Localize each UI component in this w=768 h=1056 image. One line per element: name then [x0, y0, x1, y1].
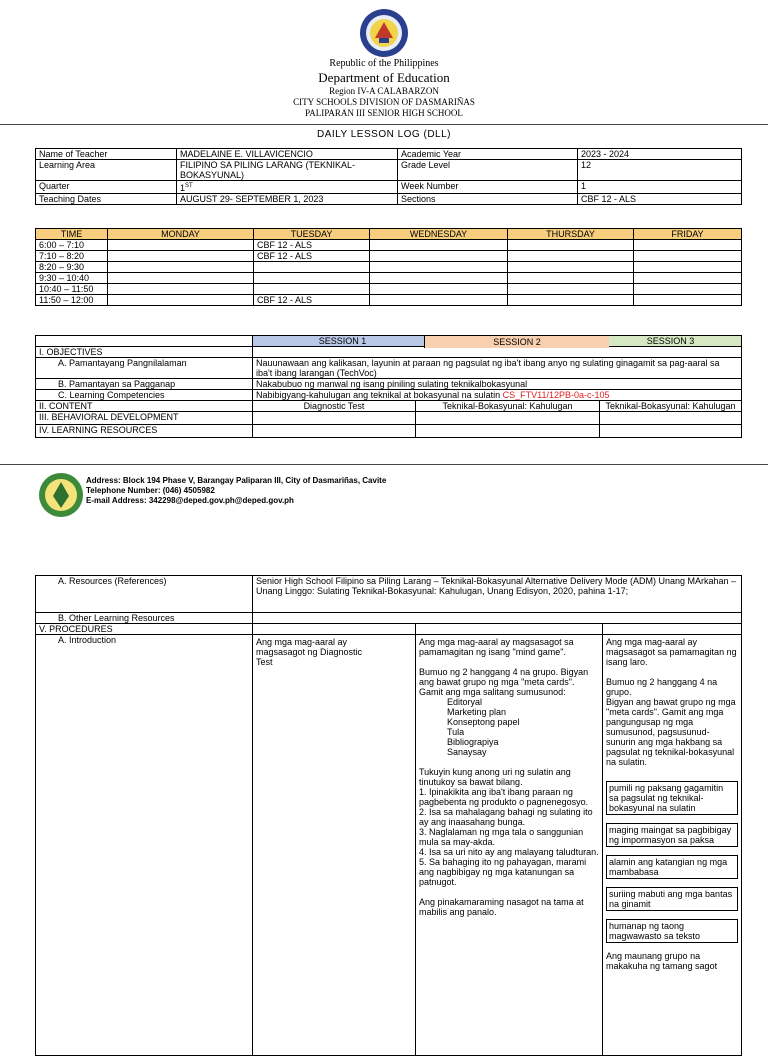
schedule-cell	[370, 240, 508, 251]
objective-text: Nauunawaan ang kalikasan, layunin at paraan ng pagsulat ng iba't ibang anyo ng sulating ginagamit sa pag-aaral sa iba't ibang larangan (TechVoc)	[253, 358, 742, 379]
intro-3-para: Ang mga mag-aaral ay magsasagot sa pamamagitan ng isang laro.	[606, 637, 737, 667]
blank-cell	[253, 347, 742, 358]
schedule-cell	[370, 273, 508, 284]
schedule-cell	[370, 251, 508, 262]
info-label: Sections	[398, 194, 578, 205]
schedule-cell	[370, 284, 508, 295]
schedule-table	[35, 228, 742, 306]
objective-label: C. Learning Competencies	[36, 390, 253, 401]
schedule-row	[36, 240, 742, 251]
resources-heading: IV. LEARNING RESOURCES	[36, 425, 253, 438]
schedule-cell	[634, 251, 742, 262]
schedule-cell	[108, 273, 254, 284]
introduction-label: A. Introduction	[36, 635, 253, 1056]
teacher-info-table	[35, 148, 742, 205]
schedule-row	[36, 295, 742, 306]
school-logo	[38, 472, 84, 518]
objective-label: B. Pamantayan sa Pagganap	[36, 379, 253, 390]
schedule-cell	[508, 284, 634, 295]
intro-3-para: Bumuo ng 2 hanggang 4 na grupo.	[606, 677, 718, 697]
introduction-session-3	[603, 635, 742, 1056]
region-text: Region IV-A CALABARZON	[329, 86, 439, 96]
blank-cell	[253, 412, 416, 425]
word-list-item: Marketing plan	[447, 707, 507, 717]
content-heading: II. CONTENT	[36, 401, 253, 412]
quarter-value: 1	[180, 183, 186, 193]
meta-card: alamin ang katangian ng mga mambabasa	[606, 855, 738, 879]
session-2-header	[424, 336, 609, 348]
word-list	[419, 697, 599, 757]
schedule-time: 10:40 – 11:50	[36, 284, 108, 295]
schedule-cell	[634, 240, 742, 251]
info-value: AUGUST 29- SEPTEMBER 1, 2023	[177, 194, 398, 205]
info-value: 12	[578, 160, 742, 181]
info-value: MADELAINE E. VILLAVICENCIO	[177, 149, 398, 160]
info-label: Learning Area	[36, 160, 177, 181]
session-1-label: SESSION 1	[318, 336, 367, 346]
introduction-session-1	[253, 635, 416, 1056]
procedures-table	[35, 575, 742, 1056]
republic-text: Republic of the Philippines	[329, 58, 439, 69]
schedule-row	[36, 251, 742, 262]
schedule-cell	[508, 251, 634, 262]
schedule-time: 6:00 – 7:10	[36, 240, 108, 251]
intro-2-para: Bumuo ng 2 hanggang 4 na grupo. Bigyan ang bawat grupo ng mga "meta cards". Gamit ang mga salitang sumusunod:	[419, 667, 589, 697]
meta-card: suriing mabuti ang mga bantas na ginamit	[606, 887, 738, 911]
info-label: Academic Year	[398, 149, 578, 160]
meta-card: humanap ng taong magwawasto sa teksto	[606, 919, 738, 943]
numbered-item: 5. Sa bahaging ito ng pahayagan, marami ang nagbibigay ng mga katanungan sa patnugot.	[419, 857, 587, 887]
schedule-cell	[508, 273, 634, 284]
schedule-cell	[108, 284, 254, 295]
content-session-3: Teknikal-Bokasyunal: Kahulugan	[600, 401, 742, 412]
schedule-header: TIME	[36, 229, 108, 240]
info-value: 2023 - 2024	[578, 149, 742, 160]
word-list-item: Tula	[447, 727, 465, 737]
schedule-cell	[370, 262, 508, 273]
schedule-header: WEDNESDAY	[370, 229, 508, 240]
resources-ref-label: A. Resources (References)	[36, 576, 253, 613]
resources-ref-text: Senior High School Filipino sa Piling Larang – Teknikal-Bokasyunal Alternative Delivery Mode (ADM) Unang MArkahan – Unang Linggo: Sulating Teknikal-Bokasyunal: Kahulugan, Unang Edisyon, 2020, pahina 1-17;	[253, 576, 742, 613]
procedures-heading: V. PROCEDURES	[36, 624, 253, 635]
deped-seal	[359, 8, 409, 58]
footer-email: E-mail Address: 342298@deped.gov.ph@deped.gov.ph	[86, 496, 294, 505]
school-text: PALIPARAN III SENIOR HIGH SCHOOL	[305, 108, 463, 118]
schedule-cell: CBF 12 - ALS	[254, 251, 370, 262]
blank-cell	[416, 425, 600, 438]
schedule-cell	[254, 262, 370, 273]
schedule-cell	[108, 262, 254, 273]
schedule-header: MONDAY	[108, 229, 254, 240]
division-text: CITY SCHOOLS DIVISION OF DASMARIÑAS	[293, 97, 475, 107]
session-3-header: SESSION 3	[600, 336, 742, 347]
schedule-cell: CBF 12 - ALS	[254, 240, 370, 251]
blank-cell	[36, 336, 253, 347]
schedule-time: 9:30 – 10:40	[36, 273, 108, 284]
meta-card: maging maingat sa pagbibigay ng impormasyon sa paksa	[606, 823, 738, 847]
department-text: Department of Education	[318, 70, 450, 85]
schedule-time: 7:10 – 8:20	[36, 251, 108, 262]
behavioral-heading: III. BEHAVIORAL DEVELOPMENT	[36, 412, 253, 425]
footer-phone: Telephone Number: (046) 4505982	[86, 486, 215, 495]
objective-label: A. Pamantayang Pangnilalaman	[36, 358, 253, 379]
objective-text	[253, 390, 742, 401]
content-session-1: Diagnostic Test	[253, 401, 416, 412]
word-list-item: Bibliograpiya	[447, 737, 499, 747]
schedule-cell: CBF 12 - ALS	[254, 295, 370, 306]
objectives-table	[35, 335, 742, 438]
intro-2-para: Ang pinakamaraming nasagot na tama at mabilis ang panalo.	[419, 897, 584, 917]
intro-2-para: Tukuyin kung anong uri ng sulatin ang tinutukoy sa bawat bilang.	[419, 767, 571, 787]
objectives-heading: I. OBJECTIVES	[36, 347, 253, 358]
blank-cell	[600, 425, 742, 438]
schedule-time: 11:50 – 12:00	[36, 295, 108, 306]
info-label: Teaching Dates	[36, 194, 177, 205]
blank-cell	[416, 412, 600, 425]
intro-2-para: Ang mga mag-aaral ay magsasagot sa pamamagitan ng isang "mind game".	[419, 637, 574, 657]
schedule-cell	[508, 295, 634, 306]
intro-1-text: Ang mga mag-aaral ay magsasagot ng Diagnostic Test	[256, 637, 363, 667]
info-label: Week Number	[398, 181, 578, 194]
schedule-cell	[508, 240, 634, 251]
intro-3-para: Ang maunang grupo na makakuha ng tamang sagot	[606, 951, 718, 971]
schedule-cell	[634, 262, 742, 273]
info-value: 1	[578, 181, 742, 194]
schedule-row	[36, 284, 742, 295]
info-value	[177, 181, 398, 194]
schedule-time: 8:20 – 9:30	[36, 262, 108, 273]
footer-address: Address: Block 194 Phase V, Barangay Paliparan III, City of Dasmariñas, Cavite	[86, 476, 387, 485]
schedule-cell	[108, 295, 254, 306]
session-2-label: SESSION 2	[493, 337, 541, 347]
numbered-item: 4. Isa sa uri nito ay ang malayang taludturan.	[419, 847, 599, 857]
schedule-row	[36, 273, 742, 284]
blank-cell	[253, 425, 416, 438]
schedule-cell	[634, 295, 742, 306]
schedule-cell	[254, 284, 370, 295]
word-list-item: Editoryal	[447, 697, 483, 707]
word-list-item: Konseptong papel	[447, 717, 520, 727]
competency-code: CS_FTV11/12PB-0a-c-105	[502, 390, 610, 400]
schedule-cell	[634, 284, 742, 295]
blank-cell	[600, 412, 742, 425]
competency-text: Nabibigyang-kahulugan ang teknikal at bokasyunal na sulatin	[256, 390, 503, 400]
intro-3-para: Bigyan ang bawat grupo ng mga "meta cards". Gamit ang mga pangungusap ng mga sumusunod, pagsusunud-sunurin ang mga hakbang sa pagsulat ng teknikal-bokasyunal na sulatin.	[606, 697, 736, 767]
numbered-item: 2. Isa sa mahalagang bahagi ng sulating ito ay ang inaasahang bunga.	[419, 807, 593, 827]
schedule-cell	[370, 295, 508, 306]
objective-text: Nakabubuo ng manwal ng isang piniling sulating teknikalbokasyunal	[253, 379, 742, 390]
schedule-header: TUESDAY	[254, 229, 370, 240]
schedule-cell	[634, 273, 742, 284]
info-label: Quarter	[36, 181, 177, 194]
info-value: FILIPINO SA PILING LARANG (TEKNIKAL-BOKASYUNAL)	[177, 160, 398, 181]
info-label: Name of Teacher	[36, 149, 177, 160]
blank-cell	[603, 624, 742, 635]
content-session-2: Teknikal-Bokasyunal: Kahulugan	[416, 401, 600, 412]
schedule-cell	[508, 262, 634, 273]
schedule-cell	[108, 251, 254, 262]
page-title: DAILY LESSON LOG (DLL)	[316, 129, 451, 140]
introduction-session-2	[416, 635, 603, 1056]
info-value: CBF 12 - ALS	[578, 194, 742, 205]
meta-card: pumili ng paksang gagamitin sa pagsulat ng teknikal-bokasyunal na sulatin	[606, 781, 738, 815]
other-resources-label: B. Other Learning Resources	[36, 613, 253, 624]
schedule-header: THURSDAY	[508, 229, 634, 240]
schedule-cell	[254, 273, 370, 284]
schedule-row	[36, 262, 742, 273]
word-list-item: Sanaysay	[447, 747, 487, 757]
blank-cell	[416, 624, 603, 635]
quarter-suffix: ST	[185, 183, 193, 189]
schedule-header: FRIDAY	[634, 229, 742, 240]
info-label: Grade Level	[398, 160, 578, 181]
numbered-item: 1. Ipinakikita ang iba't ibang paraan ng pagbebenta ng produkto o pagnenegosyo.	[419, 787, 589, 807]
blank-cell	[253, 613, 742, 624]
blank-cell	[253, 624, 416, 635]
schedule-cell	[108, 240, 254, 251]
numbered-item: 3. Naglalaman ng mga tala o sanggunian mula sa may-akda.	[419, 827, 584, 847]
